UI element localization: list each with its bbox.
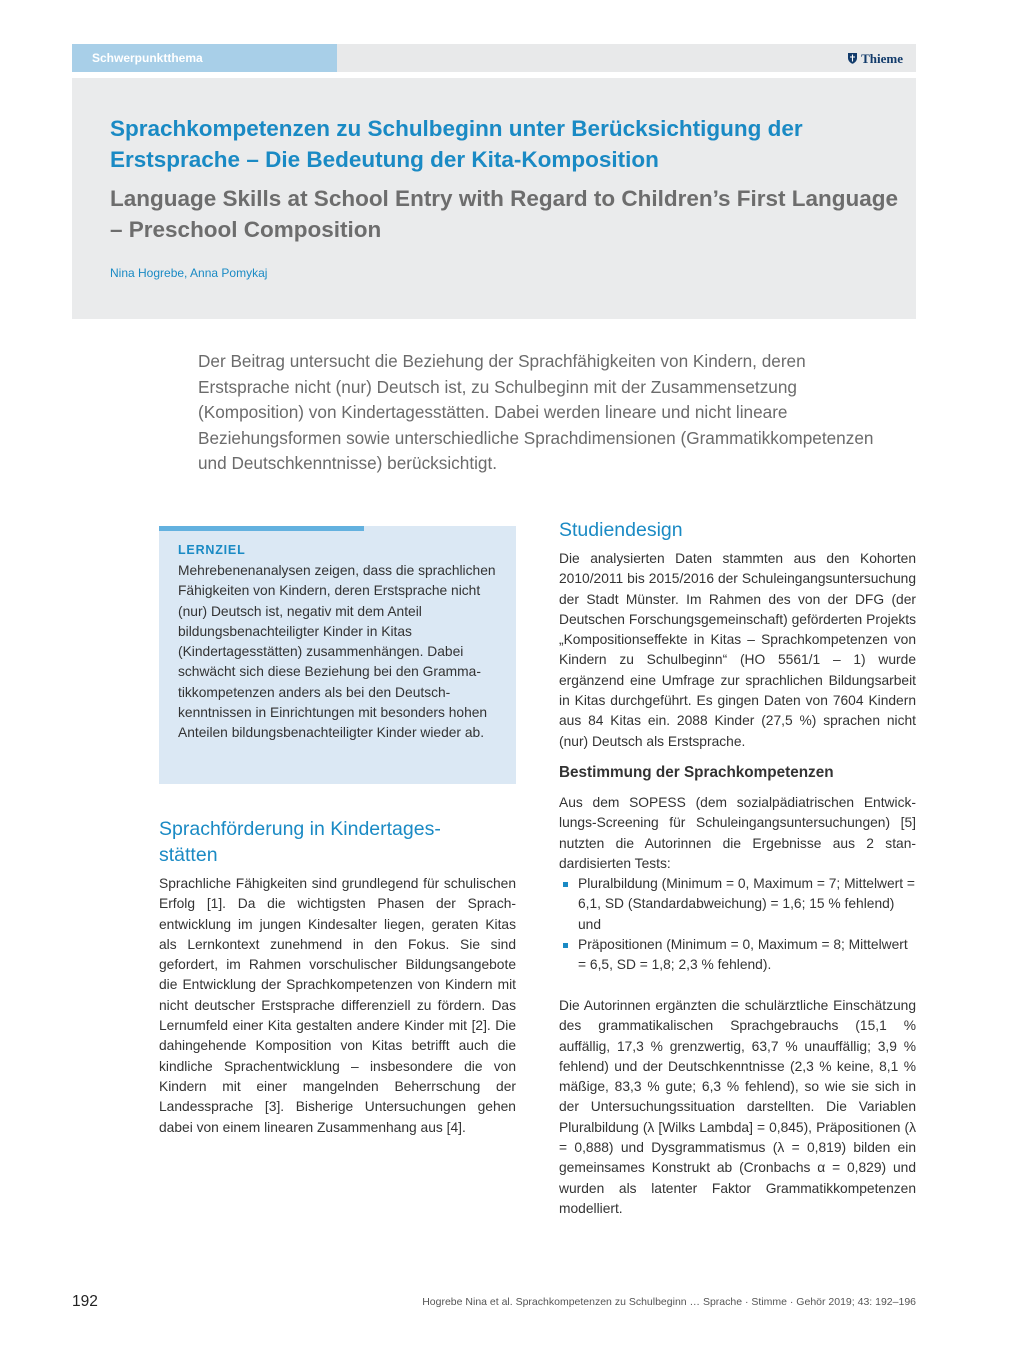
test-list: [559, 874, 916, 975]
subheading-sprachkompetenzen: Bestimmung der Sprachkompetenzen: [559, 764, 834, 781]
thieme-shield-logo-icon: [847, 52, 858, 64]
section-text-einschaetzung: Die Autorinnen ergänzten die schulärztliche Einschätzung des grammatikalischen Sprachgebrauchs (15,1 % auffällig, 17,3 % grenzwertig, 63,7 % unauffällig; 3,9 % fehlend) und der Deutschkenntnisse (2,3 % keine, 8,1 % mäßige, 83,3 % gute; 6,3 % fehlend), so wie sie sich in der Untersuchungssituation darstellten. Die Variablen Pluralbildung (λ [Wilks Lambda] = 0,845), Präpositionen (λ = 0,888) und Dysgrammatismus (λ = 0,819) bilden ein gemeinsames Konstrukt ab (Cronbachs α = 0,829) und wurden als latenter Faktor Grammatikkompetenzen modelliert.: [559, 998, 916, 1216]
section-heading-studiendesign: Studiendesign: [559, 519, 683, 541]
list-item-text: Pluralbildung (Minimum = 0, Maximum = 7; Mittelwert = 6,1, SD (Standardabweichung) = 1,6; 15 % fehlend) und: [578, 876, 915, 932]
title-german: Sprachkompetenzen zu Schulbeginn unter Berücksichtigung der Erstsprache – Die Bedeutung der Kita-Komposition: [110, 116, 803, 172]
title-english: Language Skills at School Entry with Regard to Children’s First Language – Preschool Composition: [110, 186, 899, 242]
bullet-square-icon: [563, 943, 568, 948]
lernziel-heading: LERNZIEL: [178, 543, 246, 557]
list-item: [559, 874, 916, 935]
bullet-square-icon: [563, 882, 568, 887]
lernziel-accent-bar: [159, 526, 364, 531]
page-number: 192: [72, 1293, 98, 1310]
authors: Nina Hogrebe, Anna Pomykaj: [110, 266, 268, 280]
list-item-text: Präpositionen (Minimum = 0, Maximum = 8; Mittelwert = 6,5, SD = 1,8; 2,3 % fehlend).: [578, 936, 908, 973]
section-heading-sprachfoerderung: Sprachförderung in Kindertagesstätten: [159, 818, 441, 866]
section-label: Schwerpunktthema: [72, 44, 337, 72]
lernziel-box: [159, 526, 516, 784]
section-text-studiendesign: Die analysierten Daten stammten aus den Kohorten 2010/2011 bis 2015/2016 der Schuleingangsuntersuchung der Stadt Münster. Im Rahmen des von der DFG (der Deutschen Forschungsgemeinschaft) geförderten Projekts „Kompositionseffekte in Kitas – Sprachkompetenzen von Kindern zu Schulbeginn“ (HO 5561/1 – 1) wurde ergänzend eine Umfrage zur sprachlichen Bildungsarbeit in Kitas durchgeführt. Es gingen Daten von 7604 Kindern aus 84 Kitas ein. 2088 Kinder (27,5 %) sprachen nicht (nur) Deutsch als Erstsprache.: [559, 551, 916, 749]
publisher-name: Thieme: [861, 51, 903, 66]
subsection-text-sprachkompetenzen: Aus dem SOPESS (dem sozialpädiatrischen Entwicklungs-Screening für Schuleingangsuntersuchungen) [5] nutzten die Autorinnen die Ergebnisse aus 2 standardisierten Tests:: [559, 795, 916, 871]
lernziel-text: Mehrebenenanalysen zeigen, dass die sprachlichen Fähigkeiten von Kindern, deren Erstsprache nicht (nur) Deutsch ist, negativ mit dem Anteil bildungsbenachteiligter Kinder in Kitas (Kindertagesstätten) zusammenhängen. Dabei schwächt sich diese Beziehung bei den Grammatikkompetenzen anders als bei den Deutschkenntnissen in Einrichtungen mit besonders hohen Anteilen bildungsbenachteiligter Kinder wieder ab.: [178, 563, 496, 741]
footer-citation: Hogrebe Nina et al. Sprachkompetenzen zu Schulbeginn … Sprache · Stimme · Gehör 2019; 43: 192–196: [422, 1296, 916, 1308]
abstract: Der Beitrag untersucht die Beziehung der Sprachfähigkeiten von Kindern, deren Erstsprache nicht (nur) Deutsch ist, zu Schulbeginn mit der Zusammensetzung (Komposition) von Kindertagesstätten. Dabei werden lineare und nicht lineare Beziehungsformen sowie unterschiedliche Sprachdimensionen (Grammatikkompetenzen und Deutschkenntnisse) berücksichtigt.: [198, 351, 874, 474]
publisher-brand: [847, 44, 903, 72]
list-item: [559, 935, 916, 976]
section-text-sprachfoerderung: Sprachliche Fähigkeiten sind grundlegend für schulischen Erfolg [1]. Da die wichtigsten Phasen der Sprachentwicklung im jungen Kindesalter liegen, geraten Kitas als Lernkontext zunehmend in den Fokus. Sie sind gefordert, im Rahmen vorschulischer Bildungsangebote die Entwicklung der Sprachkompetenzen von Kindern mit nicht deutscher Erstsprache differenziell zu fördern. Das Lernumfeld einer Kita gestalten andere Kinder mit [2]. Die dahingehende Komposition von Kitas betrifft auch die kindliche Sprachentwicklung – insbesondere die von Kindern mit einer mangelnden Beherrschung der Landessprache [3]. Bisherige Untersuchungen gehen dabei von einem linearen Zusammenhang aus [4].: [159, 876, 516, 1135]
